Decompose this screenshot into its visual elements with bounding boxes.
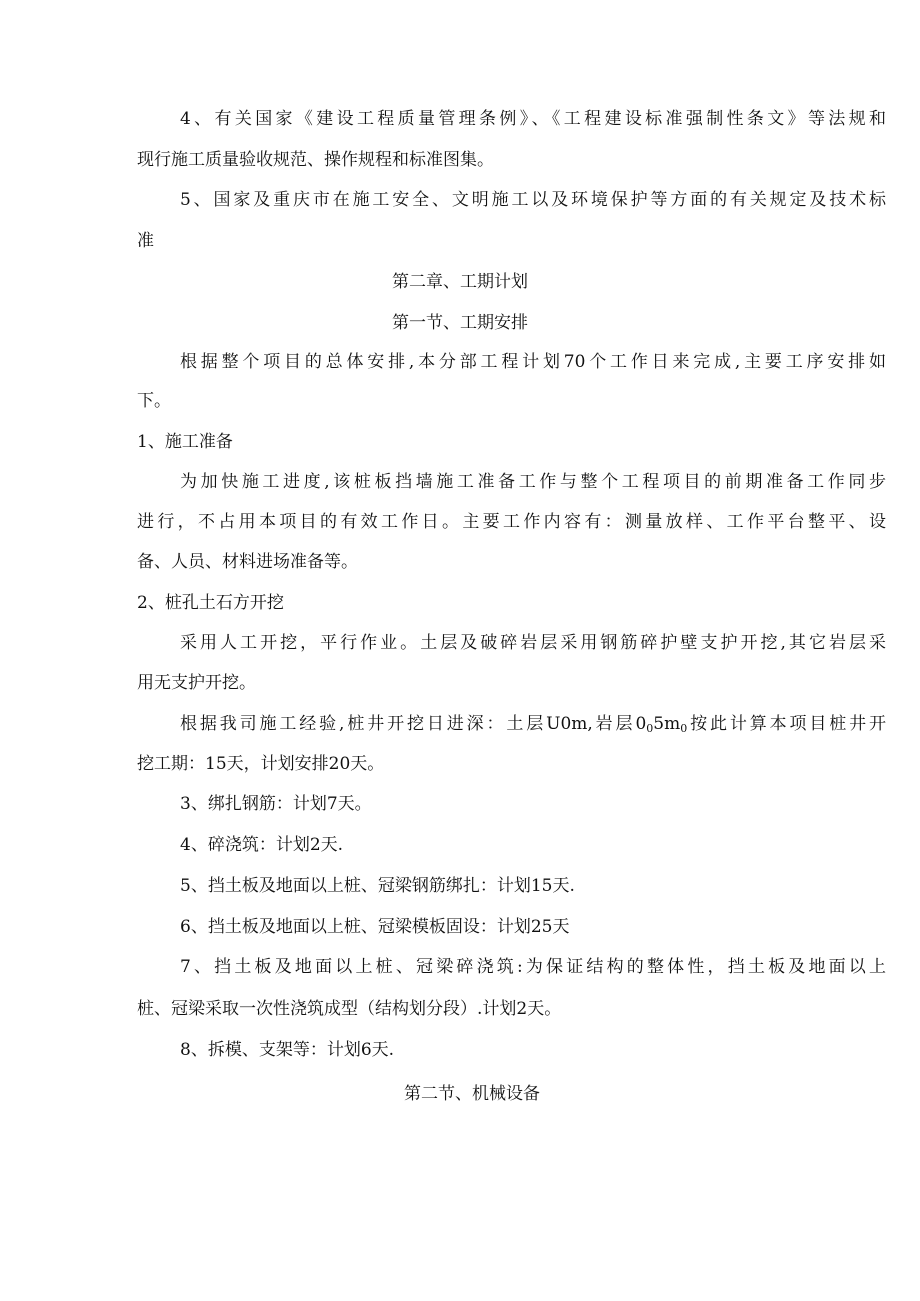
item-2-line-3-part-a: 根据我司施工经验,桩井开挖日进深：土层U0m,岩层0 <box>180 714 647 734</box>
item-4: 4、碎浇筑：计划2天. <box>180 835 344 855</box>
item-1-line-3: 备、人员、材料进场准备等。 <box>137 552 358 572</box>
paragraph-5-line-1: 5、国家及重庆市在施工安全、文明施工以及环境保护等方面的有关规定及技术标 <box>180 190 886 210</box>
item-2-title: 2、桩孔土石方开挖 <box>137 593 284 613</box>
chapter-title: 第二章、工期计划 <box>392 272 528 292</box>
item-2-line-3-part-b: 5m <box>653 714 681 734</box>
item-2-line-1: 采用人工开挖，平行作业。土层及破碎岩层采用钢筋碎护壁支护开挖,其它岩层采 <box>180 633 886 653</box>
item-6: 6、挡土板及地面以上桩、冠梁模板固设：计划25天 <box>180 917 570 937</box>
paragraph-5-line-2: 准 <box>137 231 154 251</box>
item-1-title: 1、施工准备 <box>137 432 233 452</box>
item-2-line-3 <box>180 712 886 736</box>
subscript-0-a: 0 <box>646 722 654 735</box>
section-2-title: 第二节、机械设备 <box>404 1084 540 1104</box>
subscript-0-b: 0 <box>680 722 688 735</box>
intro-line-2: 下。 <box>137 391 171 411</box>
paragraph-4-line-1: 4、有关国家《建设工程质量管理条例》、《工程建设标准强制性条文》等法规和 <box>180 109 886 129</box>
item-2-line-3-part-c: 按此计算本项目桩井开 <box>687 714 887 734</box>
item-7-line-2: 桩、冠梁采取一次性浇筑成型（结构划分段）.计划2天。 <box>137 999 562 1019</box>
item-5: 5、挡土板及地面以上桩、冠梁钢筋绑扎：计划15天. <box>180 876 575 896</box>
item-8: 8、拆模、支架等：计划6天. <box>180 1040 395 1060</box>
item-2-line-4: 挖工期：15天，计划安排20天。 <box>137 754 385 774</box>
item-1-line-2: 进行，不占用本项目的有效工作日。主要工作内容有：测量放样、工作平台整平、设 <box>137 512 886 532</box>
paragraph-4-line-2: 现行施工质量验收规范、操作规程和标准图集。 <box>137 150 494 170</box>
section-1-title: 第一节、工期安排 <box>392 313 528 333</box>
intro-line-1: 根据整个项目的总体安排,本分部工程计划70个工作日来完成,主要工序安排如 <box>180 352 886 372</box>
item-1-line-1: 为加快施工进度,该桩板挡墙施工准备工作与整个工程项目的前期准备工作同步 <box>180 472 886 492</box>
item-3: 3、绑扎钢筋：计划7天。 <box>180 794 372 814</box>
item-7-line-1: 7、挡土板及地面以上桩、冠梁碎浇筑:为保证结构的整体性，挡土板及地面以上 <box>180 957 886 977</box>
item-2-line-2: 用无支护开挖。 <box>137 673 256 693</box>
